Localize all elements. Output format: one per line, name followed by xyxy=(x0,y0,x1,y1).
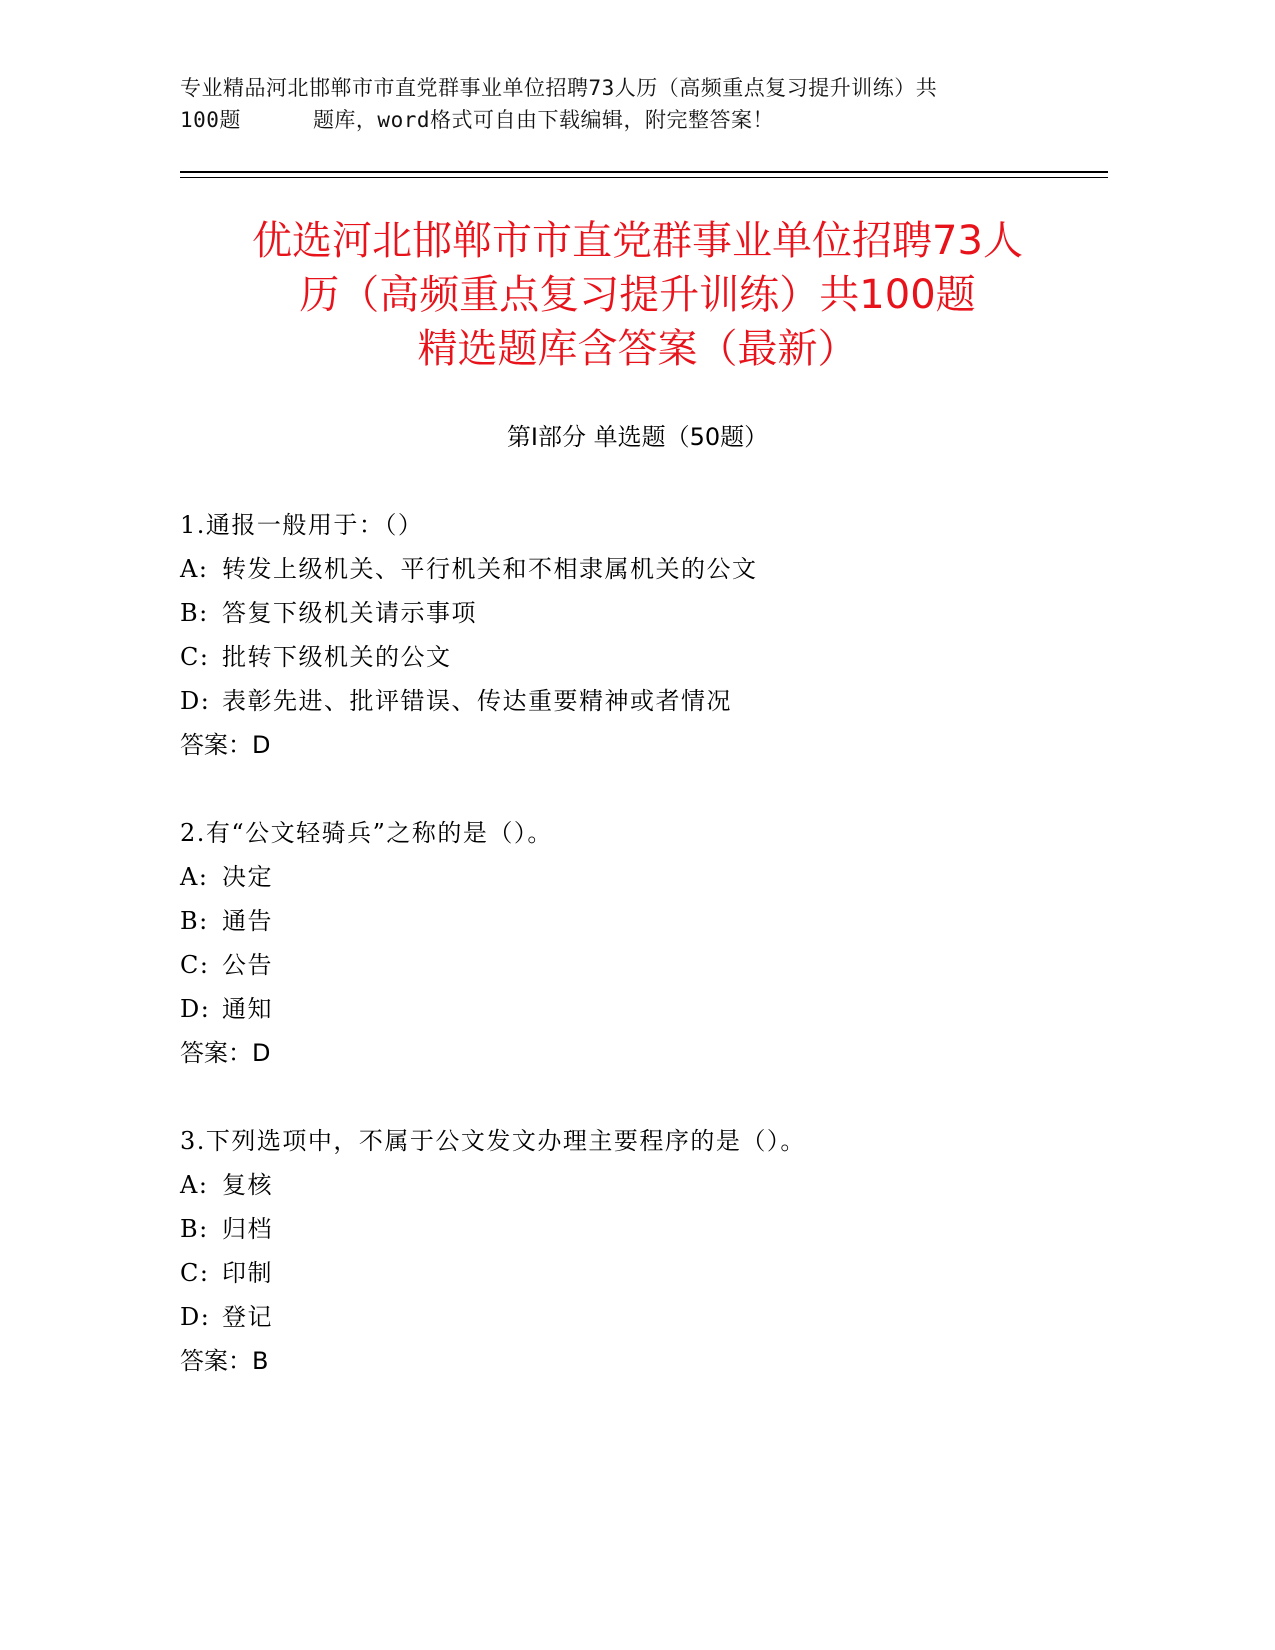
option xyxy=(180,547,1130,591)
header-note xyxy=(180,72,1110,136)
header-note-count: 100题 xyxy=(180,108,241,132)
question xyxy=(180,1119,1130,1383)
option xyxy=(180,635,1130,679)
option-text: 通告 xyxy=(222,907,273,935)
header-note-description: 题库，word格式可自由下载编辑，附完整答案！ xyxy=(312,108,775,132)
option-key: A: xyxy=(180,863,209,891)
option-key: D: xyxy=(180,995,211,1023)
option xyxy=(180,899,1130,943)
question-list xyxy=(180,503,1130,1427)
option-text: 印制 xyxy=(222,1259,273,1287)
option-key: B: xyxy=(180,599,209,627)
option-key: C: xyxy=(180,951,210,979)
question-stem: 2.有“公文轻骑兵”之称的是（）。 xyxy=(180,819,553,847)
option-key: C: xyxy=(180,1259,210,1287)
option-text: 登记 xyxy=(222,1303,273,1331)
answer-value: D xyxy=(252,731,271,759)
option xyxy=(180,943,1130,987)
header-note-line-2 xyxy=(180,104,1110,136)
option-key: C: xyxy=(180,643,210,671)
header-note-line-1: 专业精品河北邯郸市市直党群事业单位招聘73人历（高频重点复习提升训练）共 xyxy=(180,76,938,100)
document-title-line-3: 精选题库含答案（最新） xyxy=(417,326,858,372)
option-key: D: xyxy=(180,1303,211,1331)
option-text: 答复下级机关请示事项 xyxy=(222,599,477,627)
answer-label: 答案： xyxy=(180,731,252,759)
option-text: 批转下级机关的公文 xyxy=(222,643,452,671)
option-text: 表彰先进、批评错误、传达重要精神或者情况 xyxy=(222,687,732,715)
option xyxy=(180,855,1130,899)
answer xyxy=(180,1031,1130,1075)
option-text: 复核 xyxy=(222,1171,273,1199)
answer-label: 答案： xyxy=(180,1039,252,1067)
section-heading: 第Ⅰ部分 单选题（50题） xyxy=(506,423,769,451)
question xyxy=(180,811,1130,1075)
option-text: 通知 xyxy=(222,995,273,1023)
option-text: 公告 xyxy=(222,951,273,979)
answer-value: D xyxy=(252,1039,271,1067)
answer xyxy=(180,723,1130,767)
option xyxy=(180,1163,1130,1207)
document-title-line-1: 优选河北邯郸市市直党群事业单位招聘73人 xyxy=(252,218,1023,264)
option xyxy=(180,679,1130,723)
answer-value: B xyxy=(252,1347,269,1375)
option xyxy=(180,591,1130,635)
document-title xyxy=(120,214,1155,376)
option-text: 归档 xyxy=(222,1215,273,1243)
question xyxy=(180,503,1130,767)
question-stem: 1.通报一般用于：（） xyxy=(180,511,424,539)
option-text: 决定 xyxy=(222,863,273,891)
document-title-line-2: 历（高频重点复习提升训练）共100题 xyxy=(299,272,976,318)
header-divider-thin xyxy=(180,177,1108,178)
option-key: B: xyxy=(180,1215,209,1243)
header-divider-thick xyxy=(180,171,1108,173)
option-key: B: xyxy=(180,907,209,935)
question-stem: 3.下列选项中，不属于公文发文办理主要程序的是（）。 xyxy=(180,1127,806,1155)
option-text: 转发上级机关、平行机关和不相隶属机关的公文 xyxy=(222,555,758,583)
option xyxy=(180,987,1130,1031)
option xyxy=(180,1251,1130,1295)
option xyxy=(180,1207,1130,1251)
option-key: A: xyxy=(180,1171,209,1199)
option xyxy=(180,1295,1130,1339)
answer xyxy=(180,1339,1130,1383)
option-key: A: xyxy=(180,555,209,583)
answer-label: 答案： xyxy=(180,1347,252,1375)
option-key: D: xyxy=(180,687,211,715)
